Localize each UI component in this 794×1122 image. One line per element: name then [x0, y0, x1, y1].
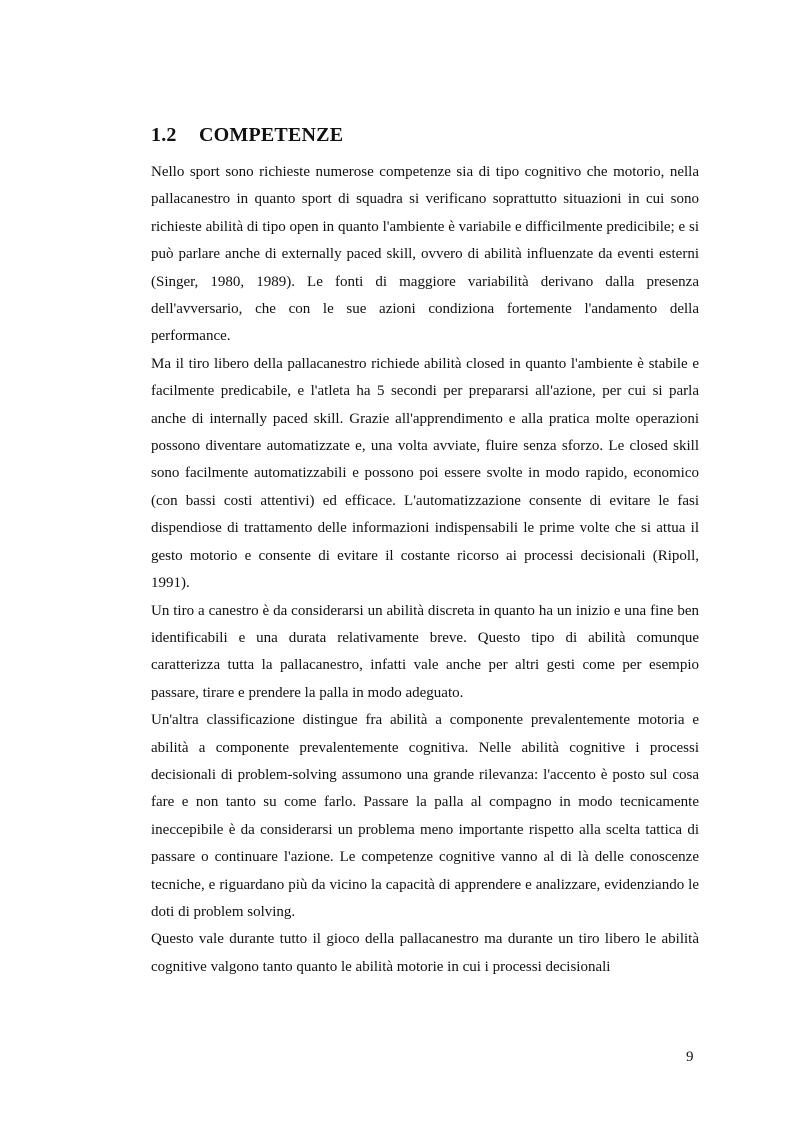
paragraph: Ma il tiro libero della pallacanestro richiede abilità closed in quanto l'ambiente è stabile e facilmente predicabile, e l'atleta ha 5 secondi per prepararsi all'azione, per cui si parla anche di internally paced skill. Grazie all'apprendimento e alla pratica molte operazioni possono diventare automatizzate e, una volta avviate, fluire senza sforzo. Le closed skill sono facilmente automatizzabili e possono poi essere svolte in modo rapido, economico (con bassi costi attentivi) ed efficace. L'automatizzazione consente di evitare le fasi dispendiose di trattamento delle informazioni indispensabili le prime volte che si attua il gesto motorio e consente di evitare il costante ricorso ai processi decisionali (Ripoll, 1991). [151, 355, 699, 592]
paragraph: Nello sport sono richieste numerose competenze sia di tipo cognitivo che motorio, nella pallacanestro in quanto sport di squadra si verificano soprattutto situazioni in cui sono richieste abilità di tipo open in quanto l'ambiente è variabile e difficilmente predicibile; e si può parlare anche di externally paced skill, ovvero di abilità influenzate da eventi esterni (Singer, 1980, 1989). Le fonti di maggiore variabilità derivano dalla presenza dell'avversario, che con le sue azioni condiziona fortemente l'andamento della performance. [151, 164, 699, 345]
page-number: 9 [686, 1049, 694, 1065]
section-title: COMPETENZE [199, 124, 344, 146]
paragraph: Un'altra classificazione distingue fra abilità a componente prevalentemente motoria e abilità a componente prevalentemente cognitiva. Nelle abilità cognitive i processi decisionali di problem-solving assumono una grande rilevanza: l'accento è posto sul cosa fare e non tanto su come farlo. Passare la palla al compagno in modo tecnicamente ineccepibile è da considerarsi un problema meno importante rispetto alla scelta tattica di passare o continuare l'azione. Le competenze cognitive vanno al di là delle conoscenze tecniche, e riguardano più da vicino la capacità di apprendere e analizzare, evidenziando le doti di problem solving. [151, 712, 699, 920]
section-number: 1.2 [151, 124, 177, 146]
paragraph: Un tiro a canestro è da considerarsi un abilità discreta in quanto ha un inizio e una fine ben identificabili e una durata relativamente breve. Questo tipo di abilità comunque caratterizza tutta la pallacanestro, infatti vale anche per altri gesti come per esempio passare, tirare e prendere la palla in modo adeguato. [151, 602, 699, 701]
paragraph: Questo vale durante tutto il gioco della pallacanestro ma durante un tiro libero le abilità cognitive valgono tanto quanto le abilità motorie in cui i processi decisionali [151, 931, 699, 975]
section-heading [151, 124, 343, 147]
body-text [151, 159, 699, 981]
